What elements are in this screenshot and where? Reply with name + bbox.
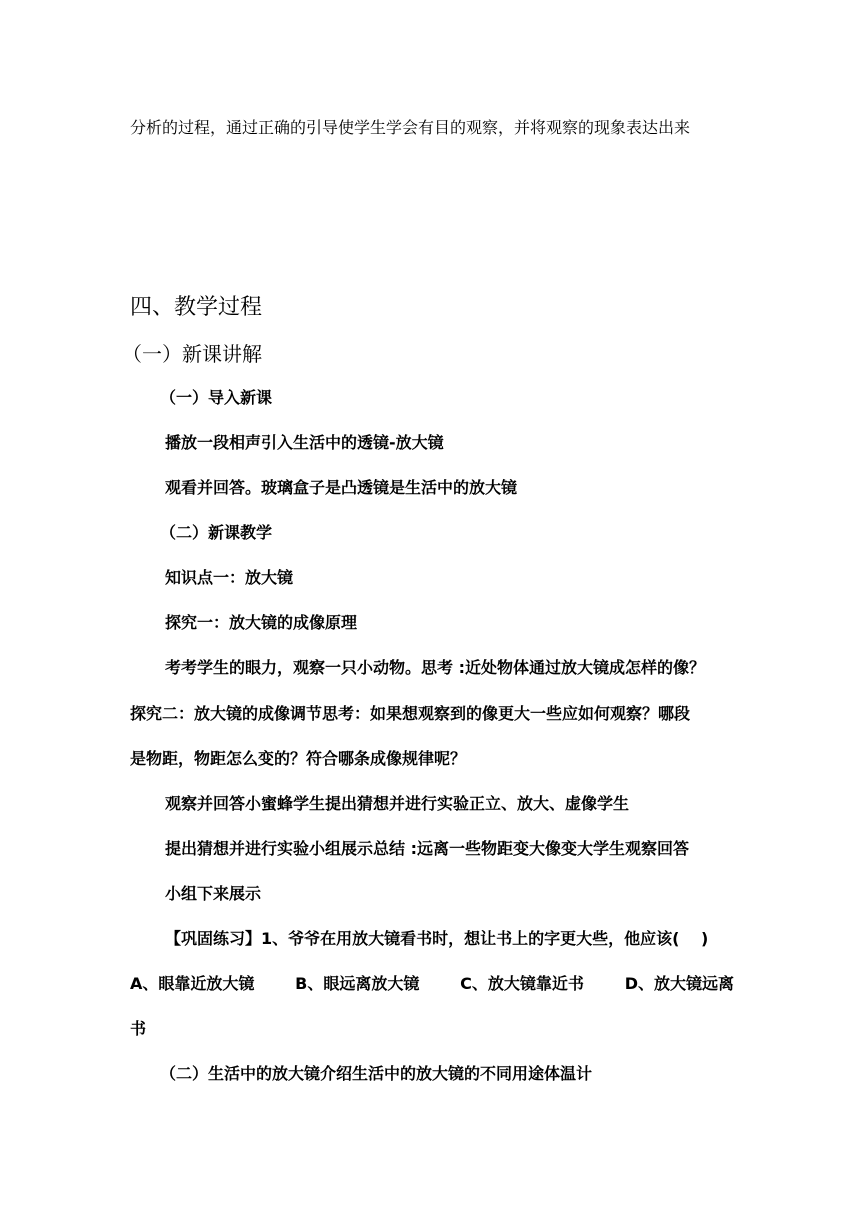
explore-1-text: 考考学生的眼力，观察一只小动物。思考 :近处物体通过放大镜成怎样的像？ [165, 658, 705, 677]
exercise-question: 【巩固练习】1、爷爷在用放大镜看书时，想让书上的字更大些，他应该( ) [165, 929, 709, 948]
import-heading: （一）导入新课 [160, 388, 273, 407]
import-line-2: 观看并回答。玻璃盒子是凸透镜是生活中的放大镜 [165, 478, 518, 497]
exercise-options-row [130, 976, 734, 992]
summary-line-1: 提出猜想并进行实验小组展示总结 :远离一些物距变大像变大学生观察回答 [165, 839, 689, 858]
exercise-option-d: D、放大镜远离 [624, 974, 734, 993]
observe-line: 观察并回答小蜜蜂学生提出猜想并进行实验正立、放大、虚像学生 [165, 794, 630, 813]
life-magnifier-line: （二）生活中的放大镜介绍生活中的放大镜的不同用途体温计 [160, 1064, 593, 1083]
knowledge-point: 知识点一：放大镜 [165, 568, 294, 587]
intro-paragraph-line: 分析的过程，通过正确的引导使学生学会有目的观察，并将观察的现象表达出来 [130, 118, 691, 137]
teach-heading: （二）新课教学 [160, 523, 273, 542]
import-line-1: 播放一段相声引入生活中的透镜-放大镜 [165, 433, 444, 452]
explore-2-line-1: 探究二：放大镜的成像调节思考：如果想观察到的像更大一些应如何观察？哪段 [130, 704, 691, 723]
section-title: 四、教学过程 [130, 295, 263, 320]
exercise-option-c: C、放大镜靠近书 [460, 974, 584, 993]
exercise-option-b: B、眼远离放大镜 [295, 974, 420, 993]
explore-1-title: 探究一：放大镜的成像原理 [165, 613, 358, 632]
subsection-title: （一）新课讲解 [122, 342, 262, 366]
summary-line-2: 小组下来展示 [165, 884, 262, 903]
exercise-option-a: A、眼靠近放大镜 [130, 974, 255, 993]
exercise-option-d-continuation: 书 [130, 1019, 147, 1038]
explore-2-line-2: 是物距，物距怎么变的？符合哪条成像规律呢？ [130, 749, 467, 768]
